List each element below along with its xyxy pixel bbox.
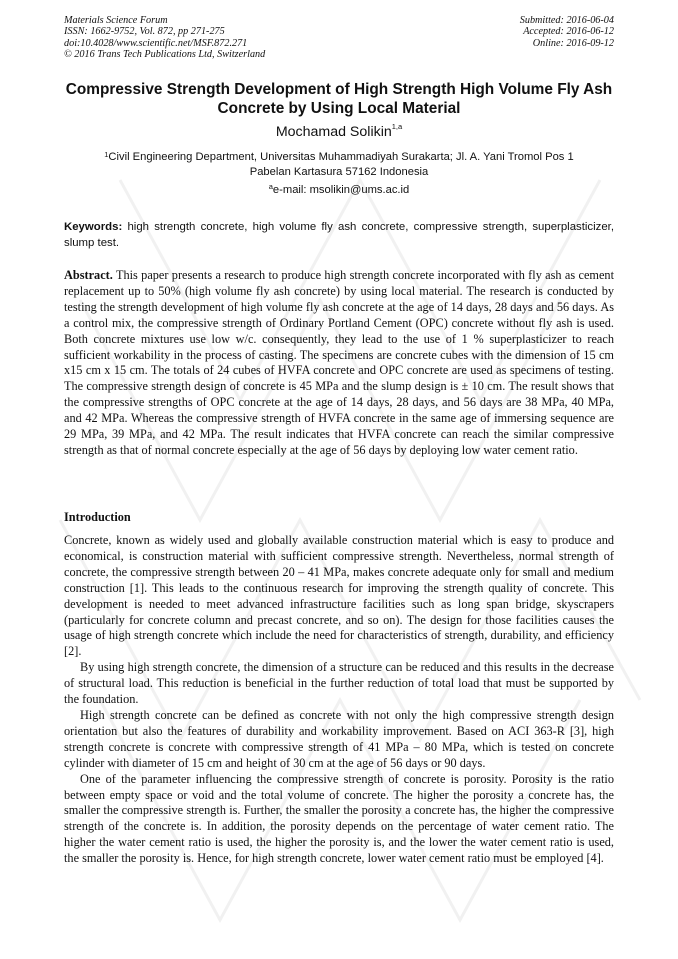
intro-paragraph-4: One of the parameter influencing the compressive strength of concrete is porosity. Porosity is the ratio between empty space or void and the total volume of concrete. The higher the porosity a concrete has, the smaller the compressive strength is. Further, the smaller the porosity a concrete has, the higher the compressive strength of the concrete is. In addition, the porosity depends on the percentage of water cement ratio. The higher the water cement ratio is used, the higher the porosity is, and the lower the water cement ratio is used, the smaller the porosity is. Hence, for high strength concrete, lower water cement ratio must be employed [4]. <box>64 771 614 866</box>
date-submitted: Submitted: 2016-06-04 <box>519 15 614 26</box>
submission-dates <box>520 15 614 49</box>
journal-doi: doi:10.4028/www.scientific.net/MSF.872.271 <box>64 37 248 49</box>
affiliation <box>60 150 618 179</box>
date-online: Online: 2016-09-12 <box>532 37 614 49</box>
author-email <box>60 184 618 196</box>
introduction-body <box>64 533 614 867</box>
keywords-label: Keywords: <box>64 221 123 233</box>
abstract-text: This paper presents a research to produce high strength concrete incorporated with fly ash as cement replacement up to 50% (high volume fly ash concrete) by using local material. The research is conducted by testing the strength development of high volume fly ash concrete at the age of 14 days, 28 days and 56 days. As a control mix, the compressive strength of Ordinary Portland Cement (OPC) concrete without fly ash is used. Both concrete mixtures use low w/c. consequently, they lead to the use of 1 % superplasticizer to reach sufficient workability in the process of casting. The specimens are concrete cubes with the dimension of 15 cm x15 cm x 15 cm. The totals of 24 cubes of HVFA concrete and OPC concrete are used as specimens of testing. The compressive strength design of concrete is 45 MPa and the slump design is ± 10 cm. The result shows that the compressive strengths of OPC concrete at the age of 14 days, 28 days, and 56 days are 38 MPa, 40 MPa, and 42 MPa. Whereas the compressive strength of HVFA concrete in the same age of immersing sequence are 29 MPa, 39 MPa, and 42 MPa. The result indicates that HVFA concrete can reach the similar compressive strength as that of normal concrete especially at the age of 56 days by deploying low water cement ratio. <box>64 268 614 457</box>
journal-copyright: © 2016 Trans Tech Publications Ltd, Switzerland <box>64 48 266 60</box>
keywords <box>64 219 614 251</box>
email-text: e-mail: msolikin@ums.ac.id <box>272 184 410 196</box>
abstract <box>64 268 614 459</box>
author-name: Mochamad Solikin <box>275 124 392 140</box>
email-superscript: a <box>268 182 273 191</box>
intro-paragraph-1: Concrete, known as widely used and globally available construction material which is easy to produce and economical, is construction material with sufficient compressive strength. Nevertheless, normal strength of concrete, the compressive strength between 20 – 41 MPa, makes concrete adequate only for small and medium construction [1]. This leads to the continuous research for improving the strength quality of concrete. This development is needed to meet advanced infrastructure facilities such as long span bridge, skyscrapers (particularly for concrete column and precast concrete, and so on). The design for those facilities causes the usage of high strength concrete which include the need for characteristics of strength, durability, and efficiency [2]. <box>64 533 614 659</box>
journal-name: Materials Science Forum <box>64 15 168 26</box>
affiliation-line-2: Pabelan Kartasura 57162 Indonesia <box>249 165 429 178</box>
paper-title: Compressive Strength Development of High Strength High Volume Fly Ash Concrete by Using Local Material <box>65 81 613 117</box>
author-superscript: 1,a <box>391 122 403 131</box>
journal-info <box>64 15 265 60</box>
affiliation-superscript: 1 <box>104 150 109 159</box>
author-line <box>60 124 618 140</box>
keywords-text: high strength concrete, high volume fly ash concrete, compressive strength, superplasticizer, slump test. <box>64 221 615 249</box>
abstract-label: Abstract. <box>64 268 113 282</box>
section-heading-introduction: Introduction <box>64 510 131 524</box>
intro-paragraph-3: High strength concrete can be defined as concrete with not only the high compressive strength design orientation but also the features of durability and workability improvement. Based on ACI 363-R [3], high strength concrete is concrete with compressive strength of 41 MPa – 80 MPa, which is tested on concrete cylinder with diameter of 15 cm and height of 30 cm at the age of 56 days or 90 days. <box>64 707 614 770</box>
affiliation-line-1: Civil Engineering Department, Universitas Muhammadiyah Surakarta; Jl. A. Yani Tromol Pos 1 <box>108 151 574 163</box>
intro-paragraph-2: By using high strength concrete, the dimension of a structure can be reduced and this results in the decrease of structural load. This reduction is beneficial in the further reduction of total load that must be supported by the foundation. <box>64 660 614 707</box>
date-accepted: Accepted: 2016-06-12 <box>523 26 614 38</box>
journal-issn: ISSN: 1662-9752, Vol. 872, pp 271-275 <box>64 26 225 38</box>
